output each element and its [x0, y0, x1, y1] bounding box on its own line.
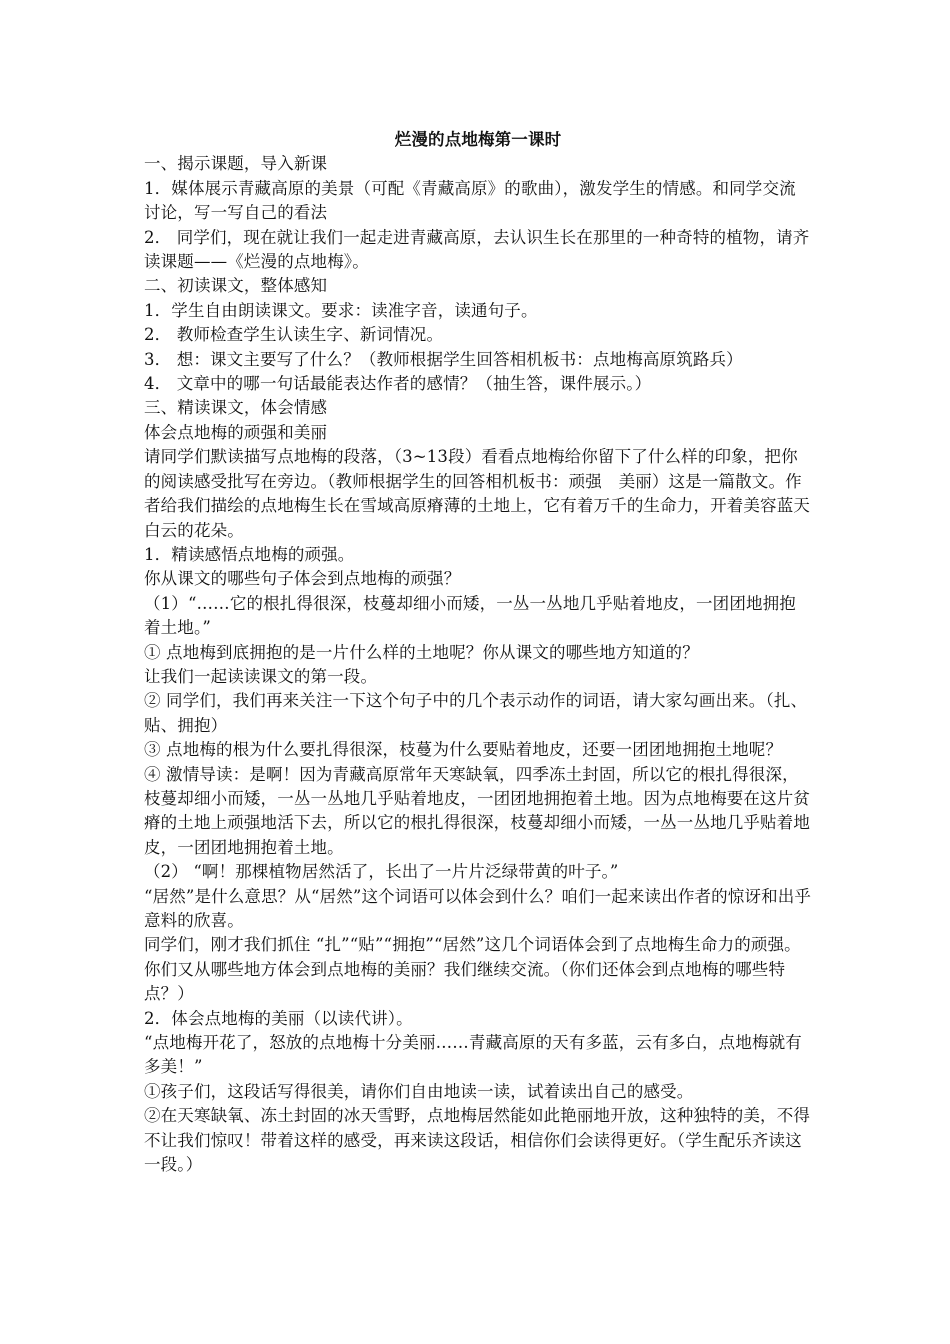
- paragraph: （2） “啊！那棵植物居然活了，长出了一片片泛绿带黄的叶子。”: [144, 862, 619, 882]
- paragraph: ①孩子们，这段话写得很美，请你们自由地读一读，试着读出自己的感受。: [144, 1081, 694, 1101]
- paragraph: 1．媒体展示青藏高原的美景（可配《青藏高原》的歌曲），激发学生的情感。和同学交流讨论，写一写自己的看法: [144, 178, 796, 223]
- paragraph: “点地梅开花了，怒放的点地梅十分美丽……青藏高原的天有多蓝，云有多白，点地梅就有多美！”: [144, 1033, 802, 1077]
- paragraph: 3． 想：课文主要写了什么？（教师根据学生回答相机板书：点地梅高原筑路兵）: [144, 349, 743, 369]
- paragraph: ① 点地梅到底拥抱的是一片什么样的土地呢？你从课文的哪些地方知道的？: [144, 642, 699, 662]
- paragraph: “居然”是什么意思？从“居然”这个词语可以体会到什么？咱们一起来读出作者的惊讶和出乎意料的欣喜。: [144, 886, 812, 930]
- paragraph: 4． 文章中的哪一句话最能表达作者的感情？（抽生答，课件展示。）: [144, 374, 652, 394]
- paragraph: 让我们一起读读课文的第一段。: [144, 666, 378, 686]
- paragraph: 2． 同学们，现在就让我们一起走进青藏高原，去认识生长在那里的一种奇特的植物，请齐读课题——《烂漫的点地梅》。: [144, 227, 810, 272]
- paragraph-section-3-heading: 三、精读课文，体会情感: [144, 398, 328, 418]
- paragraph: 同学们，刚才我们抓住 “扎”“贴”“拥抱”“居然”这几个词语体会到了点地梅生命力的顽强。你们又从哪些地方体会到点地梅的美丽？我们继续交流。（你们还体会到点地梅的哪些特点？）: [144, 935, 801, 1004]
- paragraph-section-2-heading: 二、初读课文，整体感知: [144, 276, 328, 296]
- paragraph: 体会点地梅的顽强和美丽: [144, 422, 328, 442]
- paragraph: ②在天寒缺氧、冻土封固的冰天雪野，点地梅居然能如此艳丽地开放，这种独特的美，不得不让我们惊叹！带着这样的感受，再来读这段话，相信你们会读得更好。（学生配乐齐读这一段。）: [144, 1106, 810, 1175]
- paragraph-section-1-heading: 一、揭示课题，导入新课: [144, 154, 328, 174]
- paragraph: （1）“……它的根扎得很深，枝蔓却细小而矮，一丛一丛地几乎贴着地皮，一团团地拥抱着土地。”: [144, 593, 796, 638]
- document-title: 烂漫的点地梅第一课时: [394, 130, 562, 149]
- paragraph: 1．学生自由朗读课文。要求：读准字音，读通句子。: [144, 300, 538, 320]
- paragraph: 你从课文的哪些句子体会到点地梅的顽强？: [144, 569, 461, 589]
- paragraph: 2．体会点地梅的美丽（以读代讲）。: [144, 1008, 413, 1028]
- document-body: [144, 128, 812, 1177]
- paragraph: 2． 教师检查学生认读生字、新词情况。: [144, 325, 444, 345]
- paragraph: 1．精读感悟点地梅的顽强。: [144, 544, 355, 564]
- paragraph: 请同学们默读描写点地梅的段落，（3~13段）看看点地梅给你留下了什么样的印象，把你的阅读感受批写在旁边。（教师根据学生的回答相机板书：顽强 美丽）这是一篇散文。作者给我们描绘的点地梅生长在雪域高原瘠薄的土地上，它有着万千的生命力，开着美容蓝天白云的花朵。: [144, 447, 810, 540]
- paragraph: ③ 点地梅的根为什么要扎得很深，枝蔓为什么要贴着地皮，还要一团团地拥抱土地呢？: [144, 740, 783, 760]
- paragraph: ④ 激情导读：是啊！因为青藏高原常年天寒缺氧，四季冻土封固，所以它的根扎得很深，枝蔓却细小而矮，一丛一丛地几乎贴着地皮，一团团地拥抱着土地。因为点地梅要在这片贫瘠的土地上顽强地活下去，所以它的根扎得很深，枝蔓却细小而矮，一丛一丛地几乎贴着地皮，一团团地拥抱着土地。: [144, 764, 810, 857]
- paragraph: ② 同学们，我们再来关注一下这个句子中的几个表示动作的词语，请大家勾画出来。（扎、贴、拥抱）: [144, 691, 808, 735]
